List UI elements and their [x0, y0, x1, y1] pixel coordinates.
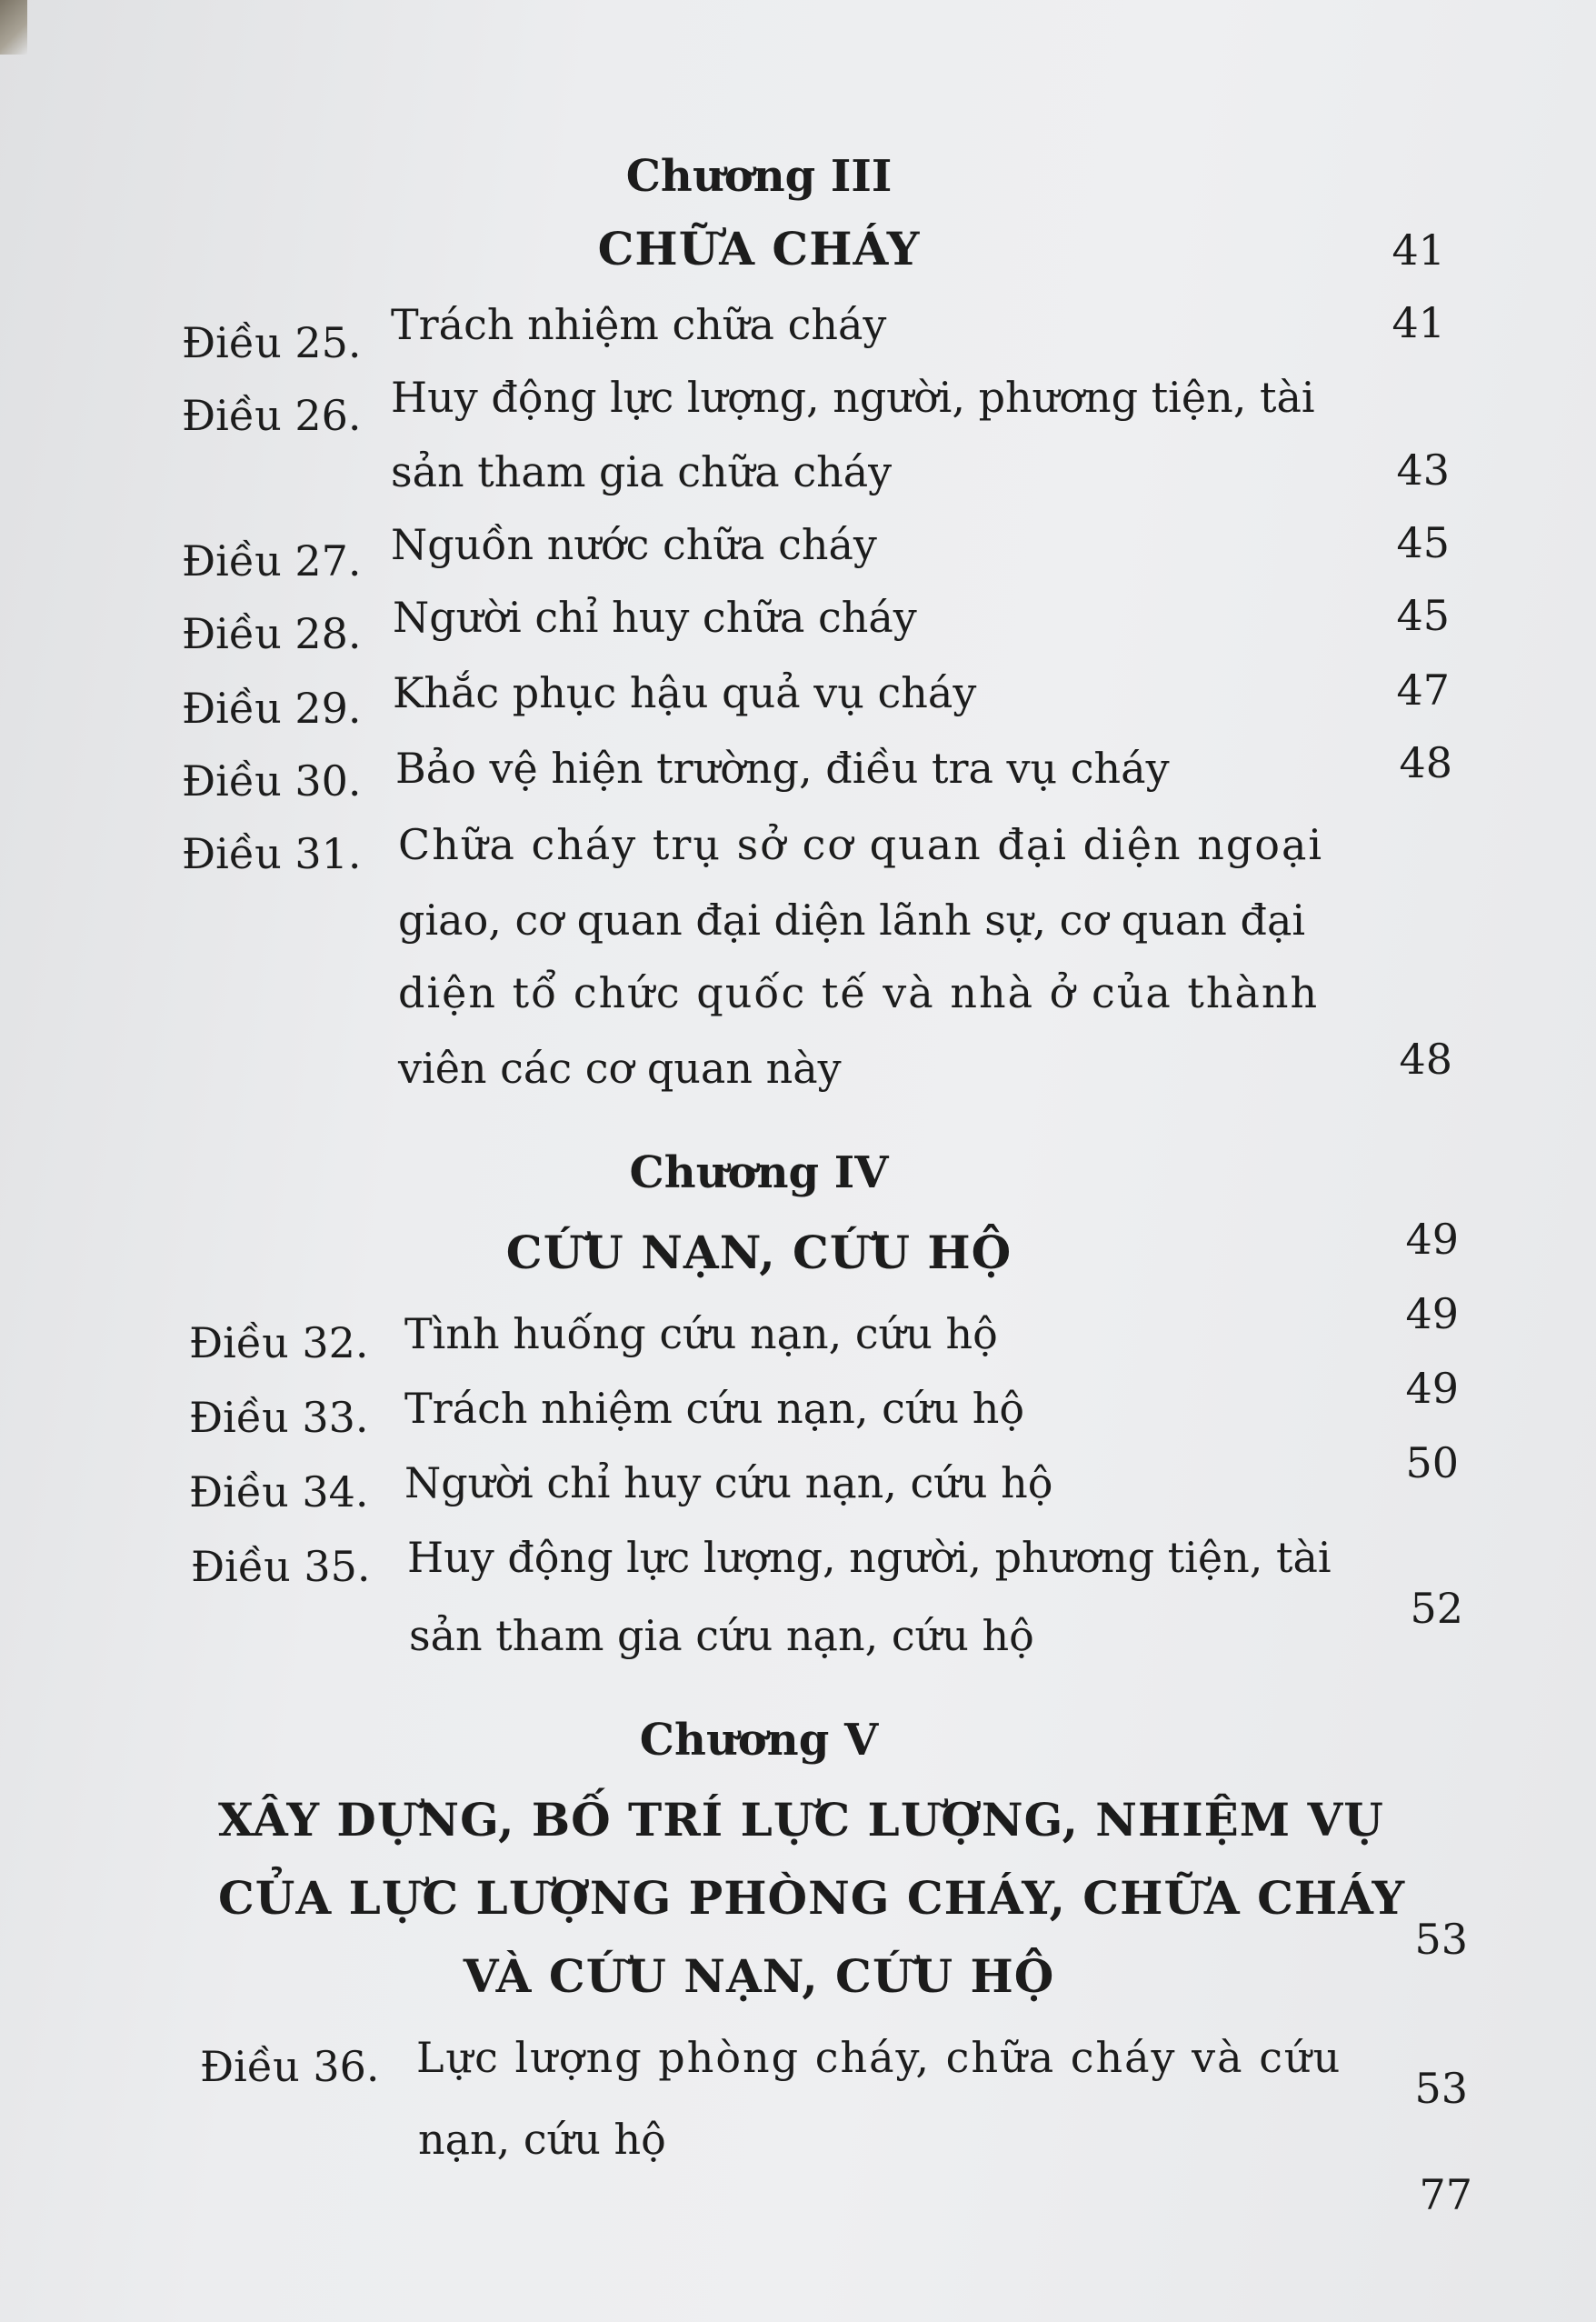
article-title: Tình huống cứu nạn, cứu hộ [404, 1309, 998, 1358]
article-number: Điều 26. [182, 391, 362, 440]
article-title: diện tổ chức quốc tế và nhà ở của thành [398, 968, 1320, 1017]
article-title: Khắc phục hậu quả vụ cháy [393, 668, 977, 717]
article-page: 48 [1399, 738, 1452, 787]
article-title: Nguồn nước chữa cháy [391, 520, 877, 569]
article-page: 48 [1399, 1035, 1452, 1084]
article-title: giao, cơ quan đại diện lãnh sự, cơ quan đại [398, 896, 1306, 945]
chapter-4-title: CỨU NẠN, CỨU HỘ [505, 1226, 1012, 1279]
article-title: Huy động lực lượng, người, phương tiện, tài [391, 373, 1315, 422]
chapter-5-title: XÂY DỰNG, BỐ TRÍ LỰC LƯỢNG, NHIỆM VỤ [218, 1793, 1384, 1847]
article-title: viên các cơ quan này [398, 1044, 842, 1093]
article-title: Chữa cháy trụ sở cơ quan đại diện ngoại [398, 820, 1324, 869]
article-number: Điều 36. [200, 2042, 380, 2091]
article-page: 52 [1410, 1584, 1463, 1633]
article-page: 53 [1414, 2064, 1468, 2113]
article-title: Trách nhiệm chữa cháy [391, 300, 887, 349]
article-page: 43 [1396, 445, 1450, 495]
chapter-3-heading: Chương III [625, 151, 893, 202]
chapter-5-page: 53 [1414, 1915, 1468, 1964]
chapter-3-title: CHỮA CHÁY [597, 222, 921, 275]
article-page: 49 [1405, 1289, 1459, 1338]
article-page: 47 [1396, 666, 1450, 715]
article-number: Điều 34. [189, 1467, 369, 1516]
chapter-4-page: 49 [1405, 1215, 1459, 1264]
page-number: 77 [1419, 2170, 1472, 2219]
article-number: Điều 30. [182, 756, 362, 806]
article-title: nạn, cứu hộ [418, 2115, 666, 2164]
article-page: 45 [1396, 591, 1450, 640]
article-number: Điều 27. [182, 536, 362, 586]
chapter-5-title: VÀ CỨU NẠN, CỨU HỘ [463, 1949, 1055, 2003]
article-title: Huy động lực lượng, người, phương tiện, tài [407, 1533, 1332, 1582]
article-number: Điều 25. [182, 318, 362, 367]
article-title: Người chỉ huy cứu nạn, cứu hộ [404, 1458, 1053, 1507]
article-title: Bảo vệ hiện trường, điều tra vụ cháy [395, 744, 1170, 793]
article-title: Người chỉ huy chữa cháy [393, 593, 917, 642]
article-page: 45 [1396, 518, 1450, 567]
article-number: Điều 29. [182, 684, 362, 733]
article-title: Lực lượng phòng cháy, chữa cháy và cứu [416, 2033, 1342, 2082]
article-page: 49 [1405, 1364, 1459, 1413]
article-title: sản tham gia chữa cháy [391, 447, 893, 496]
article-title: Trách nhiệm cứu nạn, cứu hộ [404, 1384, 1025, 1433]
article-number: Điều 35. [191, 1542, 371, 1591]
article-number: Điều 31. [182, 829, 362, 878]
article-number: Điều 28. [182, 609, 362, 658]
chapter-5-heading: Chương V [639, 1715, 879, 1766]
article-title: sản tham gia cứu nạn, cứu hộ [409, 1611, 1034, 1660]
article-page: 41 [1392, 298, 1445, 347]
chapter-3-page: 41 [1392, 225, 1445, 275]
chapter-4-heading: Chương IV [629, 1147, 889, 1198]
article-page: 50 [1405, 1438, 1459, 1487]
article-number: Điều 33. [189, 1393, 369, 1442]
article-number: Điều 32. [189, 1318, 369, 1367]
chapter-5-title: CỦA LỰC LƯỢNG PHÒNG CHÁY, CHỮA CHÁY [218, 1871, 1406, 1925]
